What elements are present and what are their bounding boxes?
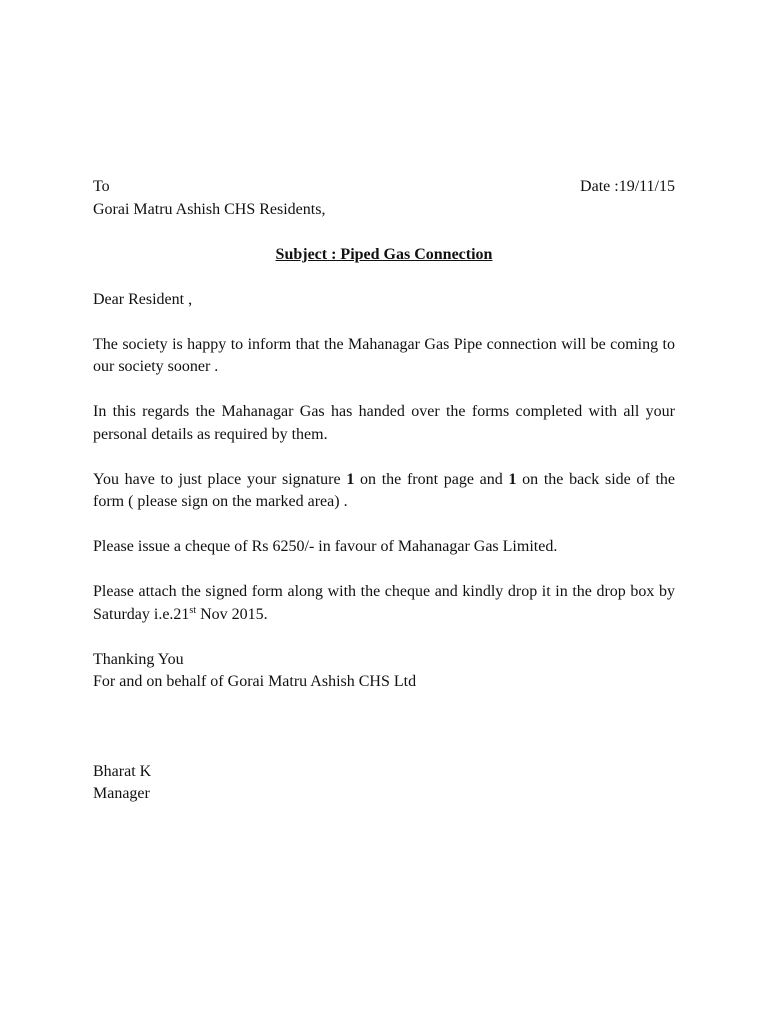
paragraph-drop-box xyxy=(93,581,675,626)
signatory-name: Bharat K xyxy=(93,762,152,780)
closing-on-behalf: For and on behalf of Gorai Matru Ashish CHS Ltd xyxy=(93,673,417,690)
paragraph-cheque: Please issue a cheque of Rs 6250/- in favour of Mahanagar Gas Limited. xyxy=(93,538,558,555)
closing-thanks: Thanking You xyxy=(93,650,184,668)
signature-count-back: 1 xyxy=(508,470,517,488)
subject-line: Subject : Piped Gas Connection xyxy=(275,245,493,263)
drop-box-text-1: Please attach the signed form along with the cheque and kindly drop it in the drop box by Saturday i.e.21 xyxy=(93,583,675,623)
signatory-block xyxy=(93,761,675,806)
salutation: Dear Resident , xyxy=(93,290,193,308)
signature-text-2: on the front page and xyxy=(354,470,509,488)
closing-block xyxy=(93,649,675,694)
letter-date: Date :19/11/15 xyxy=(580,178,675,195)
header-row xyxy=(93,176,675,199)
signature-text-3: on the back side of the form ( please sign on the marked area) . xyxy=(93,470,676,510)
paragraph-forms: In this regards the Mahanagar Gas has handed over the forms completed with all your personal details as required by them. xyxy=(93,403,675,443)
paragraph-announcement: The society is happy to inform that the Mahanagar Gas Pipe connection will be coming to our society sooner . xyxy=(93,335,675,375)
to-label: To xyxy=(93,178,110,195)
paragraph-signature xyxy=(93,469,675,514)
signatory-title: Manager xyxy=(93,785,150,802)
recipient-line: Gorai Matru Ashish CHS Residents, xyxy=(93,200,326,218)
letter-body xyxy=(93,176,675,806)
signature-text-1: You have to just place your signature xyxy=(93,470,347,488)
date-ordinal-suffix: st xyxy=(189,604,197,616)
drop-box-text-2: Nov 2015. xyxy=(196,605,268,623)
signature-count-front: 1 xyxy=(346,470,355,488)
